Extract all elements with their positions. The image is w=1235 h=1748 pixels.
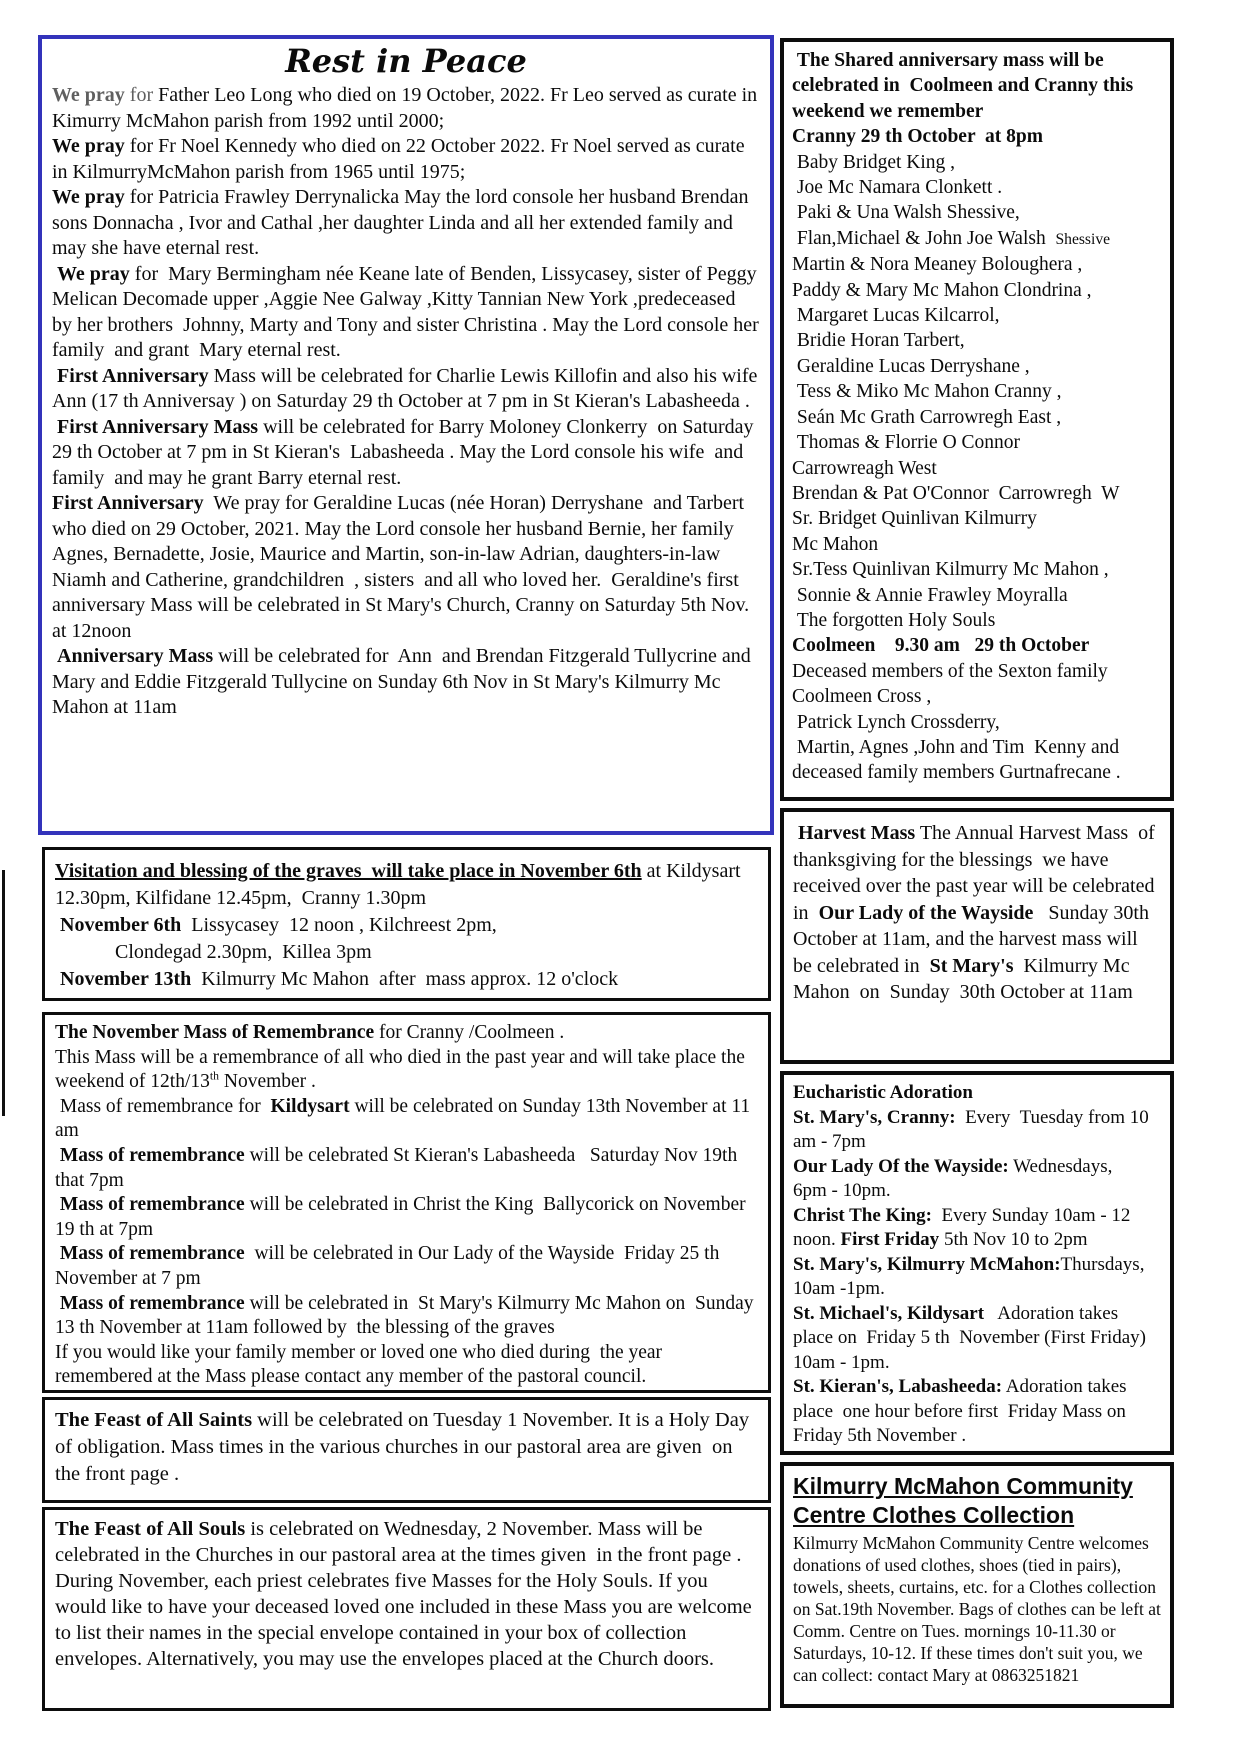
paragraph: Coolmeen Cross , xyxy=(792,686,932,708)
paragraph: Deceased members of the Sexton family xyxy=(792,660,1108,682)
paragraph: The forgotten Holy Souls xyxy=(792,609,996,631)
feast-all-saints-box xyxy=(42,1397,771,1503)
paragraph: Tess & Miko Mc Mahon Cranny , xyxy=(792,381,1062,403)
paragraph: Joe Mc Namara Clonkett . xyxy=(792,177,1003,199)
paragraph: Sr.Tess Quinlivan Kilmurry Mc Mahon , xyxy=(792,559,1109,581)
paragraph: Seán Mc Grath Carrowregh East , xyxy=(792,406,1062,428)
shared-anniversary-list xyxy=(792,48,1162,786)
paragraph: November 13th Kilmurry Mc Mahon after mass approx. 12 o'clock xyxy=(60,968,619,990)
paragraph: Sonnie & Annie Frawley Moyralla xyxy=(792,584,1068,606)
paragraph: Geraldine Lucas Derryshane , xyxy=(792,355,1030,377)
feast-all-souls-box xyxy=(42,1507,771,1711)
paragraph: Mass of remembrance will be celebrated in Christ the King Ballycorick on November 19 th at 7pm xyxy=(55,1194,756,1240)
shared-anniversary-box xyxy=(780,38,1174,801)
paragraph: Anniversary Mass will be celebrated for Ann and Brendan Fitzgerald Tullycrine and Mary and Eddie Fitzgerald Tullycine on Sunday 6th Nov in St Mary's Kilmurry Mc Mahon at 11am xyxy=(52,645,761,718)
paragraph: We pray for Father Leo Long who died on 19 October, 2022. Fr Leo served as curate in Kimurry McMahon parish from 1992 until 2000; xyxy=(52,84,763,132)
paragraph: St. Kieran's, Labasheeda: Adoration takes place one hour before first Friday Mass on Friday 5th November . xyxy=(793,1376,1132,1446)
paragraph: Martin, Agnes ,John and Tim Kenny and xyxy=(792,736,1120,758)
paragraph: First Anniversary Mass will be celebrated for Charlie Lewis Killofin and also his wife Ann (17 th Anniversay ) on Saturday 29 th October at 7 pm in St Kieran's Labasheeda . xyxy=(52,364,762,412)
graves-blessing-box xyxy=(42,847,771,1001)
paragraph: Mass of remembrance will be celebrated in St Mary's Kilmurry Mc Mahon on Sunday 13 th November at 11am followed by the blessing of the graves xyxy=(55,1292,759,1339)
paragraph: Mc Mahon xyxy=(792,533,879,555)
feast-all-saints-text xyxy=(55,1407,758,1488)
paragraph: The Shared anniversary mass will be celebrated in Coolmeen and Cranny this weekend we remember xyxy=(792,50,1139,122)
paragraph: Paki & Una Walsh Shessive, xyxy=(792,202,1020,224)
paragraph: Our Lady Of the Wayside: Wednesdays, 6pm - 10pm. xyxy=(793,1155,1141,1201)
paragraph: The Feast of All Saints will be celebrated on Tuesday 1 November. It is a Holy Day of obligation. Mass times in the various churches in our pastoral area are given on the front page . xyxy=(55,1409,755,1485)
paragraph: St. Michael's, Kildysart Adoration takes place on Friday 5 th November (First Friday) 10am - 1pm. xyxy=(793,1302,1151,1373)
paragraph: First Anniversary We pray for Geraldine Lucas (née Horan) Derryshane and Tarbert who died on 29 October, 2021. May the Lord console her husband Bernie, her family Agnes, Bernadette, Josie, Maurice and Martin, son-in-law Adrian, daughters-in-law Niamh and Catherine, grandchildren , sisters and all who loved her. Geraldine's first anniversary Mass will be celebrated in St Mary's Church, Cranny on Saturday 5th Nov. at 12noon xyxy=(52,492,755,642)
paragraph: Bridie Horan Tarbert, xyxy=(792,330,965,352)
paragraph: This Mass will be a remembrance of all who died in the past year and will take place the weekend of 12th/13th November . xyxy=(55,1046,750,1093)
paragraph: Visitation and blessing of the graves will take place in November 6th at Kildysart 12.30pm, Kilfidane 12.45pm, Cranny 1.30pm xyxy=(55,860,746,909)
feast-all-souls-text xyxy=(55,1516,758,1672)
paragraph: We pray for Fr Noel Kennedy who died on 22 October 2022. Fr Noel served as curate in KilmurryMcMahon parish from 1965 until 1975; xyxy=(52,135,750,183)
paragraph: Clondegad 2.30pm, Killea 3pm xyxy=(55,941,372,963)
paragraph: Baby Bridget King , xyxy=(792,151,956,173)
paragraph: Brendan & Pat O'Connor Carrowregh W xyxy=(792,482,1120,504)
paragraph: Carrowreagh West xyxy=(792,457,937,479)
paragraph: Paddy & Mary Mc Mahon Clondrina , xyxy=(792,279,1092,301)
paragraph: St. Mary's, Kilmurry McMahon:Thursdays, 10am -1pm. xyxy=(793,1253,1150,1299)
eucharistic-adoration-text xyxy=(793,1081,1161,1449)
paragraph: Harvest Mass The Annual Harvest Mass of thanksgiving for the blessings we have received over the past year will be celebrated in Our Lady of the Wayside Sunday 30th October at 11am, and the harvest mass will be celebrated in St Mary's Kilmurry Mc Mahon on Sunday 30th October at 11am xyxy=(793,822,1160,1003)
paragraph: November 6th Lissycasey 12 noon , Kilchreest 2pm, xyxy=(60,914,497,936)
rest-in-peace-text xyxy=(52,83,764,721)
paragraph: Mass of remembrance will be celebrated St Kieran's Labasheeda Saturday Nov 19th that 7pm xyxy=(55,1144,747,1191)
harvest-mass-text xyxy=(793,820,1161,1006)
paragraph: deceased family members Gurtnafrecane . xyxy=(792,762,1121,784)
paragraph: The Feast of All Souls is celebrated on Wednesday, 2 November. Mass will be celebrated in the Churches in our pastoral area at the times given in the front page . During November, each priest celebrates five Masses for the Holy Souls. If you would like to have your deceased loved one included in these Mass you are welcome to list their names in the special envelope contained in your box of collection envelopes. Alternatively, you may use the envelopes placed at the Church doors. xyxy=(55,1518,757,1670)
graves-blessing-text xyxy=(55,858,758,993)
paragraph: Thomas & Florrie O Connor xyxy=(792,432,1021,454)
paragraph: Flan,Michael & John Joe Walsh Shessive xyxy=(792,227,1111,249)
harvest-mass-box xyxy=(780,808,1174,1064)
paragraph: Martin & Nora Meaney Boloughera , xyxy=(792,254,1083,276)
clothes-collection-box xyxy=(780,1462,1174,1708)
paragraph: We pray for Patricia Frawley Derrynalicka May the lord console her husband Brendan sons Donnacha , Ivor and Cathal ,her daughter Linda and all her extended family and may she have eternal rest. xyxy=(52,186,754,259)
paragraph: Eucharistic Adoration xyxy=(793,1082,973,1103)
clothes-collection-text xyxy=(793,1532,1166,1686)
paragraph: Coolmeen 9.30 am 29 th October xyxy=(792,635,1090,657)
paragraph: Margaret Lucas Kilcarrol, xyxy=(792,305,1000,327)
paragraph: We pray for Mary Bermingham née Keane late of Benden, Lissycasey, sister of Peggy Melican Decomade upper ,Aggie Nee Galway ,Kitty Tannian New York ,predeceased by her brothers Johnny, Marty and Tony and sister Christina . May the Lord console her family and grant Mary eternal rest. xyxy=(52,262,764,361)
november-remembrance-box xyxy=(42,1012,771,1393)
scan-edge-mark xyxy=(2,870,5,1116)
paragraph: Sr. Bridget Quinlivan Kilmurry xyxy=(792,508,1037,530)
clothes-collection-heading: Kilmurry McMahon Community Centre Clothes Collection xyxy=(793,1473,1133,1528)
paragraph: Cranny 29 th October at 8pm xyxy=(792,126,1043,148)
eucharistic-adoration-box xyxy=(780,1071,1174,1455)
paragraph: Kilmurry McMahon Community Centre welcomes donations of used clothes, shoes (tied in pairs), towels, sheets, curtains, etc. for a Clothes collection on Sat.19th November. Bags of clothes can be left at Comm. Centre on Tues. mornings 10-11.30 or Saturdays, 10-12. If these times don't suit you, we can collect: contact Mary at 0863251821 xyxy=(793,1533,1166,1685)
rest-in-peace-title: Rest in Peace xyxy=(285,42,527,80)
paragraph: First Anniversary Mass will be celebrated for Barry Moloney Clonkerry on Saturday 29 th October at 7 pm in St Kieran's Labasheeda . May the Lord console his wife and family and may he grant Barry eternal rest. xyxy=(52,415,759,489)
paragraph: If you would like your family member or loved one who died during the year remembered at the Mass please contact any member of the pastoral council. xyxy=(55,1341,667,1388)
november-remembrance-text xyxy=(55,1021,758,1390)
rest-in-peace-box xyxy=(38,35,774,835)
paragraph: Mass of remembrance for Kildysart will be celebrated on Sunday 13th November at 11 am xyxy=(55,1095,756,1142)
paragraph: St. Mary's, Cranny: Every Tuesday from 10 am - 7pm xyxy=(793,1106,1154,1152)
paragraph: The November Mass of Remembrance for Cranny /Coolmeen . xyxy=(55,1022,565,1043)
paragraph: Patrick Lynch Crossderry, xyxy=(792,711,1000,733)
paragraph: Mass of remembrance will be celebrated in Our Lady of the Wayside Friday 25 th November at 7 pm xyxy=(55,1243,725,1289)
paragraph: Christ The King: Every Sunday 10am - 12 noon. First Friday 5th Nov 10 to 2pm xyxy=(793,1204,1136,1250)
